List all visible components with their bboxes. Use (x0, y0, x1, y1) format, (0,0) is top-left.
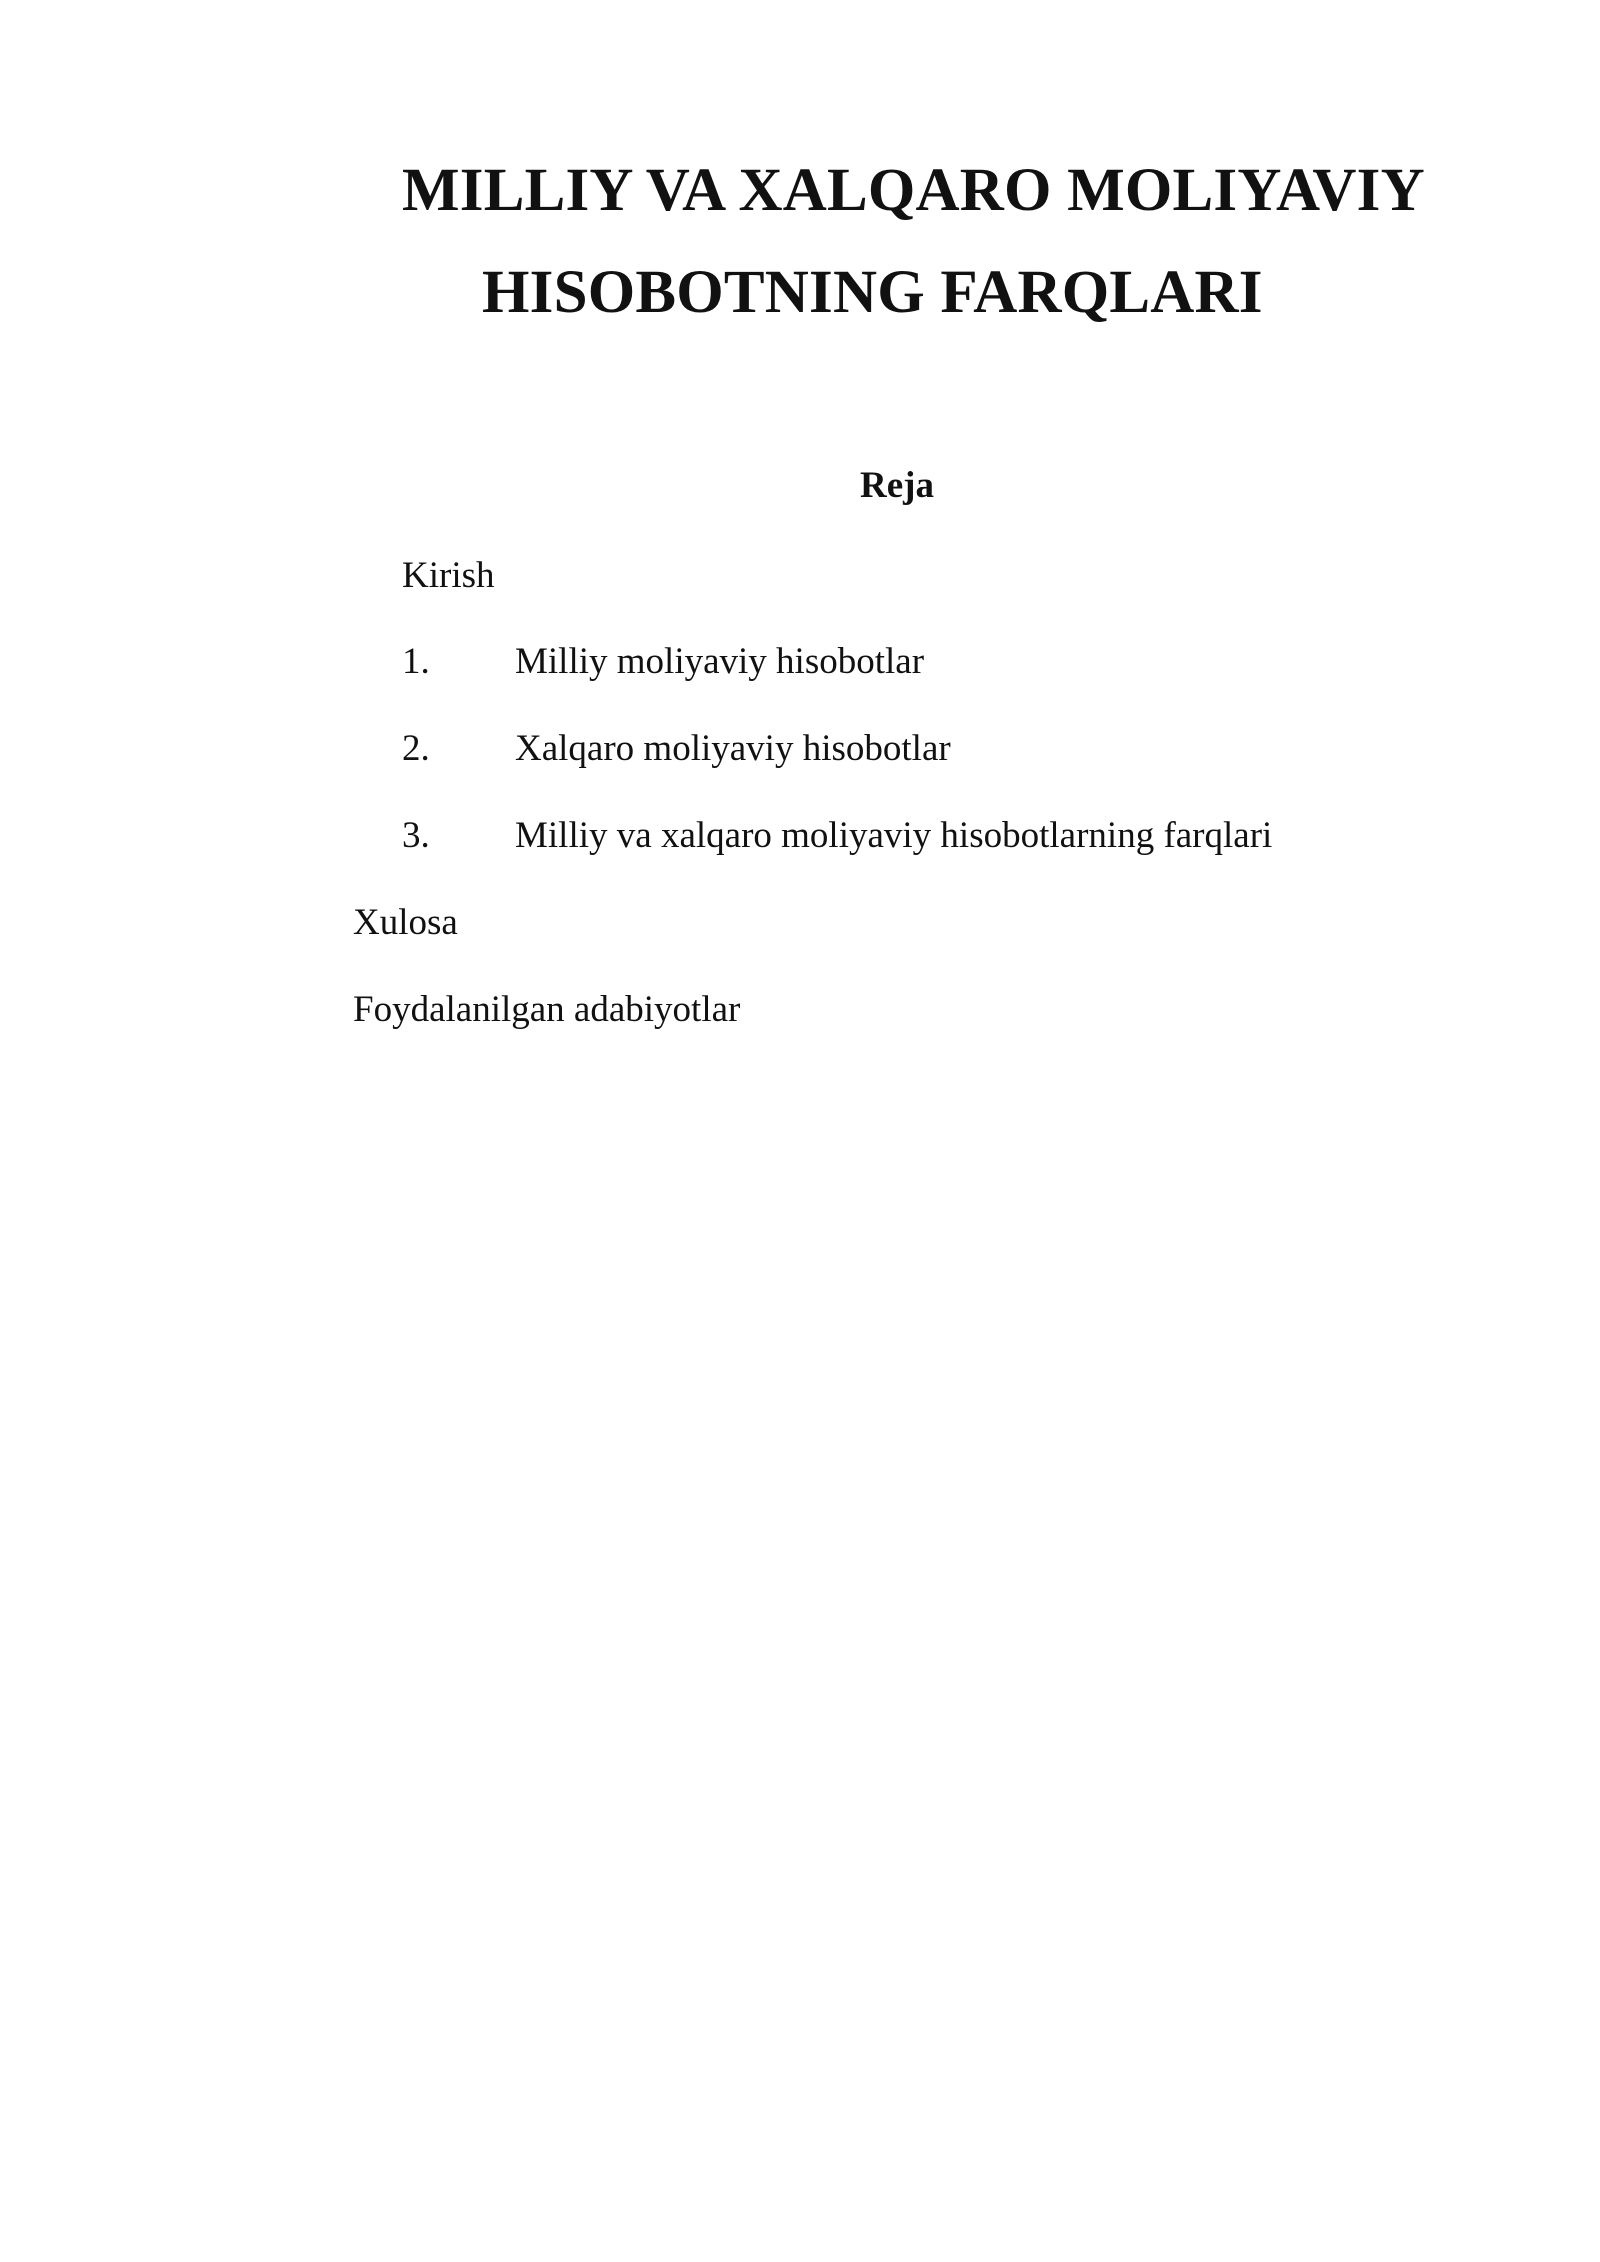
title-line-1: MILLIY VA XALQARO MOLIYAVIY (402, 157, 1425, 224)
conclusion-item: Xulosa (353, 902, 458, 943)
references-item: Foydalanilgan adabiyotlar (353, 989, 741, 1030)
list-item: Xalqaro moliyaviy hisobotlar (515, 728, 951, 769)
list-item: Milliy moliyaviy hisobotlar (515, 641, 925, 682)
title-line-2: HISOBOTNING FARQLARI (482, 259, 1263, 326)
list-item: Milliy va xalqaro moliyaviy hisobotlarning farqlari (515, 815, 1273, 856)
list-item-number: 3. (402, 815, 430, 856)
plan-heading: Reja (860, 465, 934, 506)
intro-item: Kirish (402, 555, 495, 596)
list-item-number: 1. (402, 641, 430, 682)
list-item-number: 2. (402, 728, 430, 769)
